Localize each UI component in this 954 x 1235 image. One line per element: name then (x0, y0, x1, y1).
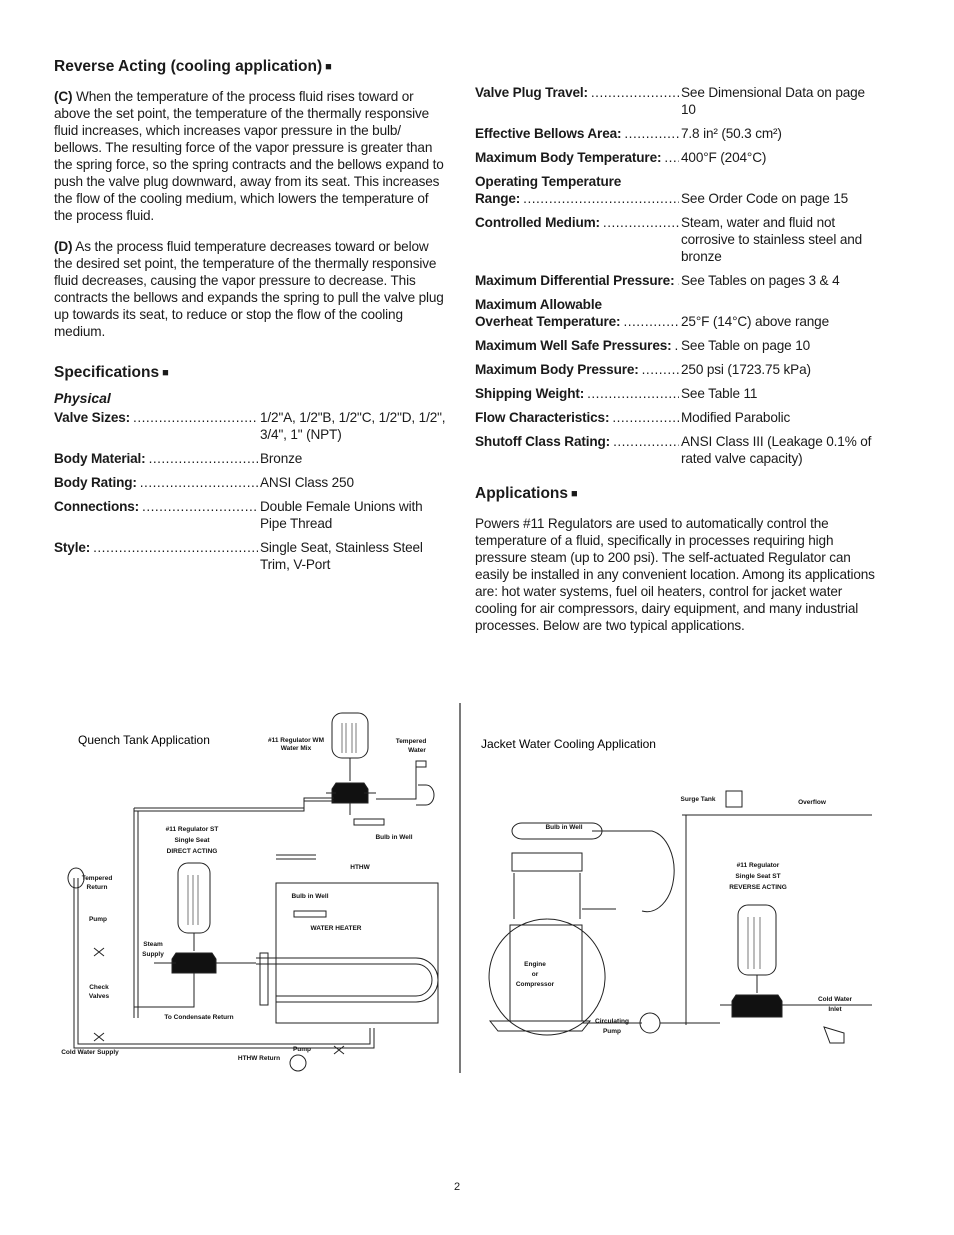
svg-text:Return: Return (86, 884, 108, 891)
svg-text:Bulb in Well: Bulb in Well (375, 834, 413, 841)
svg-text:HTHW Return: HTHW Return (237, 1055, 281, 1062)
spec-label-text: Shipping Weight: (475, 386, 585, 401)
svg-text:Compressor: Compressor (515, 981, 555, 988)
svg-text:Tempered: Tempered (395, 738, 427, 745)
spec-label-text: Style: (54, 540, 91, 555)
spec-label (475, 214, 681, 265)
spec-label-text: Maximum Body Temperature: (475, 150, 662, 165)
spec-label (54, 450, 260, 467)
st-valve-body (172, 953, 216, 973)
spec-label-text: Valve Sizes: (54, 410, 131, 425)
spec-label (54, 409, 260, 443)
spec-row (475, 409, 875, 426)
spec-row (475, 272, 875, 289)
spec-value: Steam, water and fluid not corrosive to stainless steel and bronze (681, 215, 863, 264)
left-column (54, 58, 446, 580)
svg-text:DIRECT ACTING: DIRECT ACTING (166, 848, 218, 855)
spec-value: See Dimensional Data on page 10 (681, 85, 865, 117)
svg-text:#11 Regulator: #11 Regulator (736, 862, 780, 869)
jacket-regulator-bulb (738, 905, 776, 975)
square-bullet-icon: ■ (325, 61, 332, 73)
spec-row (475, 385, 875, 402)
wm-regulator-bulb (332, 713, 368, 758)
spec-row (475, 337, 875, 354)
spec-row (475, 214, 875, 265)
spec-label (475, 149, 681, 166)
svg-text:Steam: Steam (143, 941, 163, 948)
svg-text:Supply: Supply (142, 951, 164, 958)
right-column (475, 84, 875, 648)
paragraph-c: (C) When the temperature of the process fluid rises toward or above the set point, the temperature of the thermally responsive fluid increases, which increases vapor pressure in the bulb/ bellows. The resulting force of the vapor pressure is greater than the spring force, so the spring contracts and the bellows expand to push the valve plug downward, away from its seat. This increases the flow of the cooling medium, which lowers the temperature of the process fluid. (54, 89, 444, 223)
engine-box (510, 925, 582, 1021)
spec-label (475, 337, 681, 354)
spec-label-text: Maximum Differential Pressure: (475, 273, 675, 288)
spec-label-text: Connections: (54, 499, 140, 514)
svg-text:Single Seat: Single Seat (174, 837, 210, 844)
engine-tank (489, 919, 605, 1035)
spec-label (475, 385, 681, 402)
spec-label (475, 296, 681, 330)
svg-text:Water: Water (408, 747, 426, 754)
svg-text:Overflow: Overflow (798, 799, 826, 806)
spec-value: 7.8 in² (50.3 cm²) (681, 126, 782, 141)
svg-text:Tempered: Tempered (81, 875, 113, 882)
spec-label-text: Range: (475, 191, 521, 206)
svg-text:Cold Water Supply: Cold Water Supply (61, 1049, 119, 1056)
jacket-title: Jacket Water Cooling Application (481, 737, 656, 751)
spec-label (54, 498, 260, 532)
svg-text:Inlet: Inlet (828, 1006, 842, 1013)
spec-label-text: Body Rating: (54, 475, 137, 490)
spec-row (475, 84, 875, 118)
spec-value: See Table on page 10 (681, 338, 811, 353)
spec-value: 250 psi (1723.75 kPa) (681, 362, 811, 377)
spec-value: See Table 11 (681, 386, 758, 401)
svg-text:HTHW: HTHW (350, 864, 370, 871)
spec-row (54, 474, 446, 491)
svg-text:Cold Water: Cold Water (817, 996, 853, 1003)
spec-label (54, 474, 260, 491)
spec-label (475, 361, 681, 378)
applications-paragraph: Powers #11 Regulators are used to automatically control the temperature of a fluid, specifically in processes requiring high pressure steam (up to 200 psi). The self-actuated Regulator can easily be installed in any convenient location. Among its applications are: hot water systems, fuel oil heaters, control for jacket water cooling for air compressors, dairy equipment, and many industrial processes. Below are two typical applications. (475, 516, 875, 633)
svg-text:WATER HEATER: WATER HEATER (310, 925, 362, 932)
st-regulator-bulb (178, 863, 210, 933)
spec-value: See Tables on pages 3 & 4 (681, 273, 840, 288)
svg-text:Bulb in Well: Bulb in Well (545, 824, 583, 831)
spec-label (475, 84, 681, 118)
application-diagrams (54, 703, 874, 1083)
spec-value: Bronze (260, 451, 303, 466)
svg-text:Bulb in Well: Bulb in Well (291, 893, 329, 900)
spec-label (475, 433, 681, 467)
svg-text:or: or (531, 971, 539, 978)
quench-tank-diagram (68, 713, 438, 1071)
svg-text:Single Seat ST: Single Seat ST (735, 873, 781, 880)
spec-label-top: Maximum Allowable (475, 297, 602, 312)
svg-text:Valves: Valves (88, 993, 110, 1000)
spec-row (475, 173, 875, 207)
reverse-acting-heading: Reverse Acting (cooling application) ■ (54, 58, 332, 75)
spec-value: 25°F (14°C) above range (681, 314, 829, 329)
spec-label (54, 539, 260, 573)
svg-text:#11 Regulator WM: #11 Regulator WM (268, 737, 324, 744)
svg-text:Check: Check (89, 984, 109, 991)
quench-title: Quench Tank Application (78, 733, 210, 747)
spec-label-text: Shutoff Class Rating: (475, 434, 611, 449)
spec-row (54, 539, 446, 573)
svg-text:Surge Tank: Surge Tank (680, 796, 716, 803)
wm-valve-body (332, 783, 368, 803)
spec-label-text: Controlled Medium: (475, 215, 600, 230)
spec-label-text: Maximum Well Safe Pressures: (475, 338, 672, 353)
spec-row (54, 409, 446, 443)
spec-value: 1/2"A, 1/2"B, 1/2"C, 1/2"D, 1/2", 3/4", 1" (NPT) (260, 410, 446, 442)
physical-subheading: Physical (54, 390, 111, 406)
svg-text:#11 Regulator ST: #11 Regulator ST (165, 826, 219, 833)
svg-text:Engine: Engine (524, 961, 546, 968)
spec-value: Double Female Unions with Pipe Thread (260, 499, 423, 531)
spec-value: 400°F (204°C) (681, 150, 767, 165)
spec-value: Modified Parabolic (681, 410, 791, 425)
spec-label-top: Operating Temperature (475, 174, 622, 189)
paragraph-d: (D) As the process fluid temperature decreases toward or below the desired set point, the temperature of the thermally responsive fluid decreases, causing the vapor pressure to decrease. This contracts the bellows and expands the spring to pull the valve plug up towards its seat, to reduce or stop the flow of the cooling medium. (54, 239, 444, 339)
applications-heading: Applications ■ (475, 485, 578, 502)
spec-row (475, 361, 875, 378)
svg-text:Circulating: Circulating (595, 1018, 629, 1025)
svg-text:Pump: Pump (602, 1028, 622, 1035)
spec-label (475, 125, 681, 142)
svg-text:To Condensate Return: To Condensate Return (164, 1014, 234, 1021)
svg-text:Pump: Pump (88, 916, 108, 923)
spec-row (54, 498, 446, 532)
physical-spec-list (54, 409, 446, 573)
jacket-valve-body (732, 995, 782, 1017)
spec-row (54, 450, 446, 467)
spec-row (475, 433, 875, 467)
surge-tank (726, 791, 742, 807)
spec-row (475, 296, 875, 330)
spec-value: ANSI Class III (Leakage 0.1% of rated valve capacity) (681, 434, 872, 466)
spec-list-right (475, 84, 875, 467)
pump-bottom (290, 1055, 306, 1071)
spec-label (475, 409, 681, 426)
spec-label-text: Overheat Temperature: (475, 314, 621, 329)
square-bullet-icon: ■ (162, 367, 169, 379)
spec-label (475, 173, 681, 207)
spec-label-text: Valve Plug Travel: (475, 85, 588, 100)
svg-text:Water Mix: Water Mix (280, 745, 312, 752)
spec-value: ANSI Class 250 (260, 475, 354, 490)
svg-text:Pump: Pump (292, 1046, 312, 1053)
spec-label (475, 272, 681, 289)
page-number: 2 (454, 1181, 461, 1193)
spec-label-text: Effective Bellows Area: (475, 126, 622, 141)
spec-value: Single Seat, Stainless Steel Trim, V-Port (260, 540, 423, 572)
spec-row (475, 125, 875, 142)
spec-label-text: Flow Characteristics: (475, 410, 610, 425)
square-bullet-icon: ■ (571, 488, 578, 500)
spec-value: See Order Code on page 15 (681, 191, 849, 206)
circulating-pump (640, 1013, 660, 1033)
spec-label-text: Maximum Body Pressure: (475, 362, 639, 377)
specifications-heading: Specifications ■ (54, 364, 169, 381)
spec-row (475, 149, 875, 166)
svg-text:REVERSE ACTING: REVERSE ACTING (729, 884, 787, 891)
spec-label-text: Body Material: (54, 451, 146, 466)
